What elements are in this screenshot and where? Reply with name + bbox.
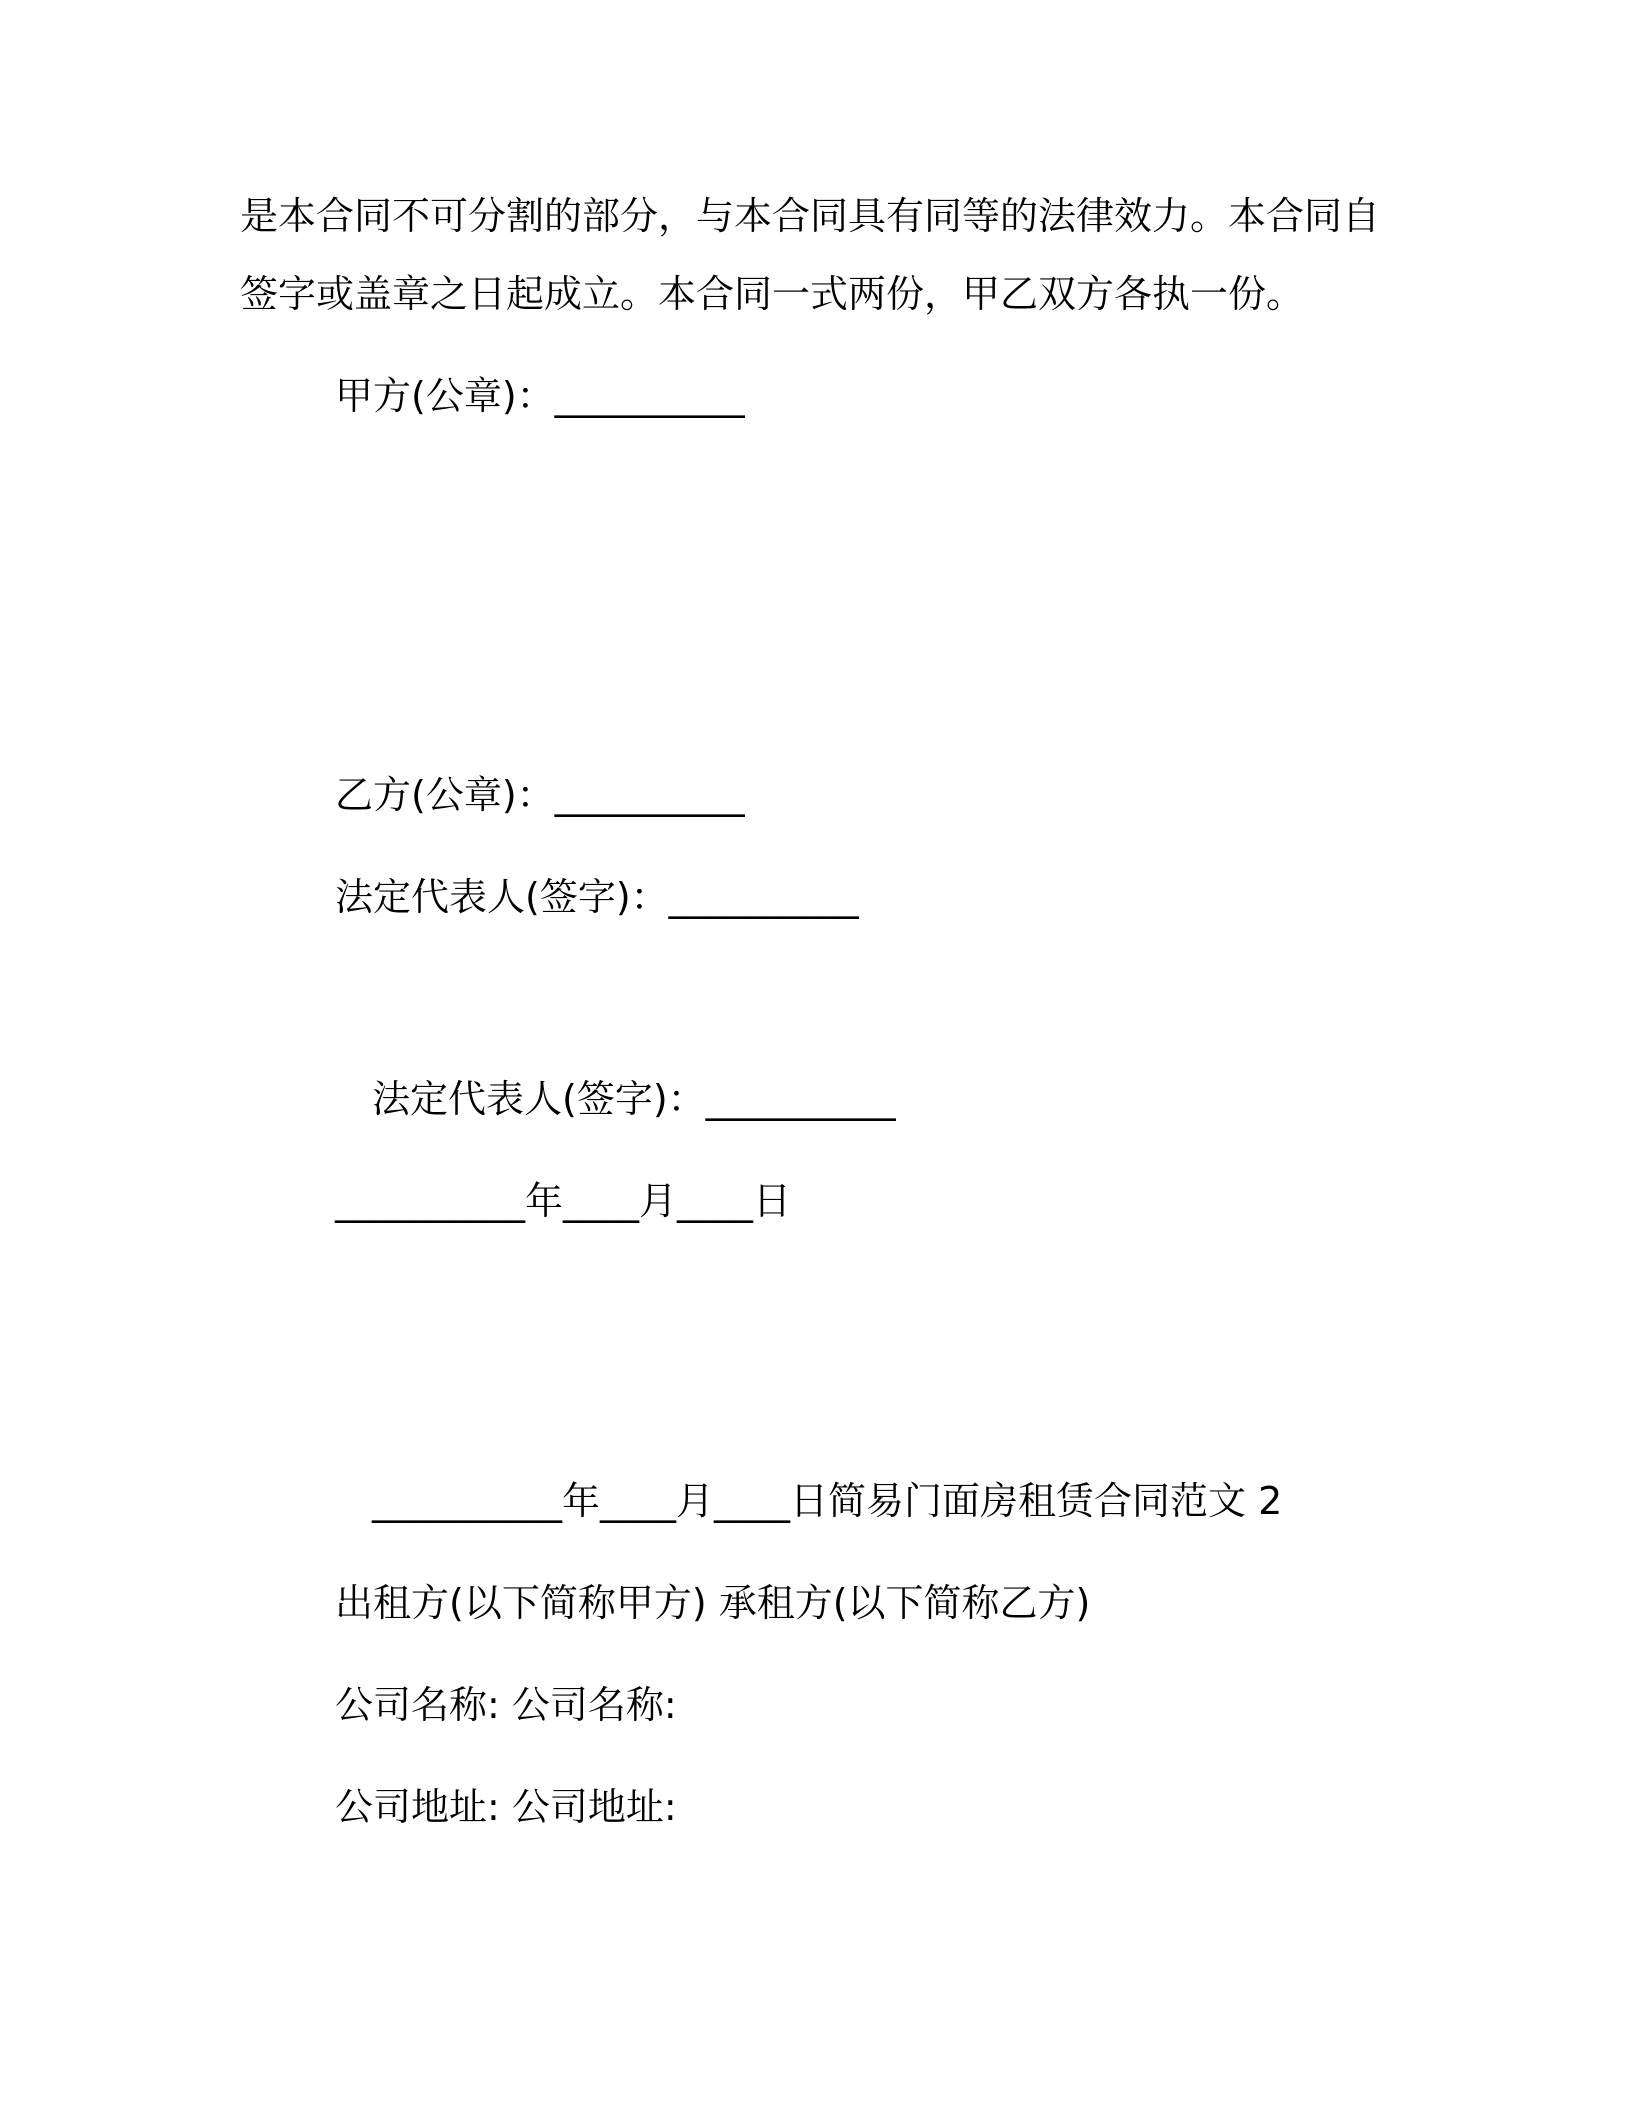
party-a-seal: 甲方(公章)：__________: [335, 374, 745, 418]
company-address-line: 公司地址: 公司地址:: [335, 1785, 677, 1829]
party-b-seal: 乙方(公章)：__________: [335, 773, 745, 817]
legal-representative-signature-1: 法定代表人(签字)：__________: [335, 875, 859, 919]
contract-heading-line: __________年____月____日简易门面房租赁合同范文 2: [372, 1479, 1283, 1523]
company-name-line: 公司名称: 公司名称:: [335, 1683, 677, 1727]
paragraph-line-2: 签字或盖章之日起成立。本合同一式两份，甲乙双方各执一份。: [240, 272, 1305, 316]
legal-representative-signature-2: 法定代表人(签字)：__________: [372, 1077, 896, 1121]
date-line: __________年____月____日: [335, 1179, 792, 1223]
paragraph-line-1: 是本合同不可分割的部分，与本合同具有同等的法律效力。本合同自: [240, 194, 1381, 238]
lessor-lessee-line: 出租方(以下简称甲方) 承租方(以下简称乙方): [335, 1581, 1091, 1625]
